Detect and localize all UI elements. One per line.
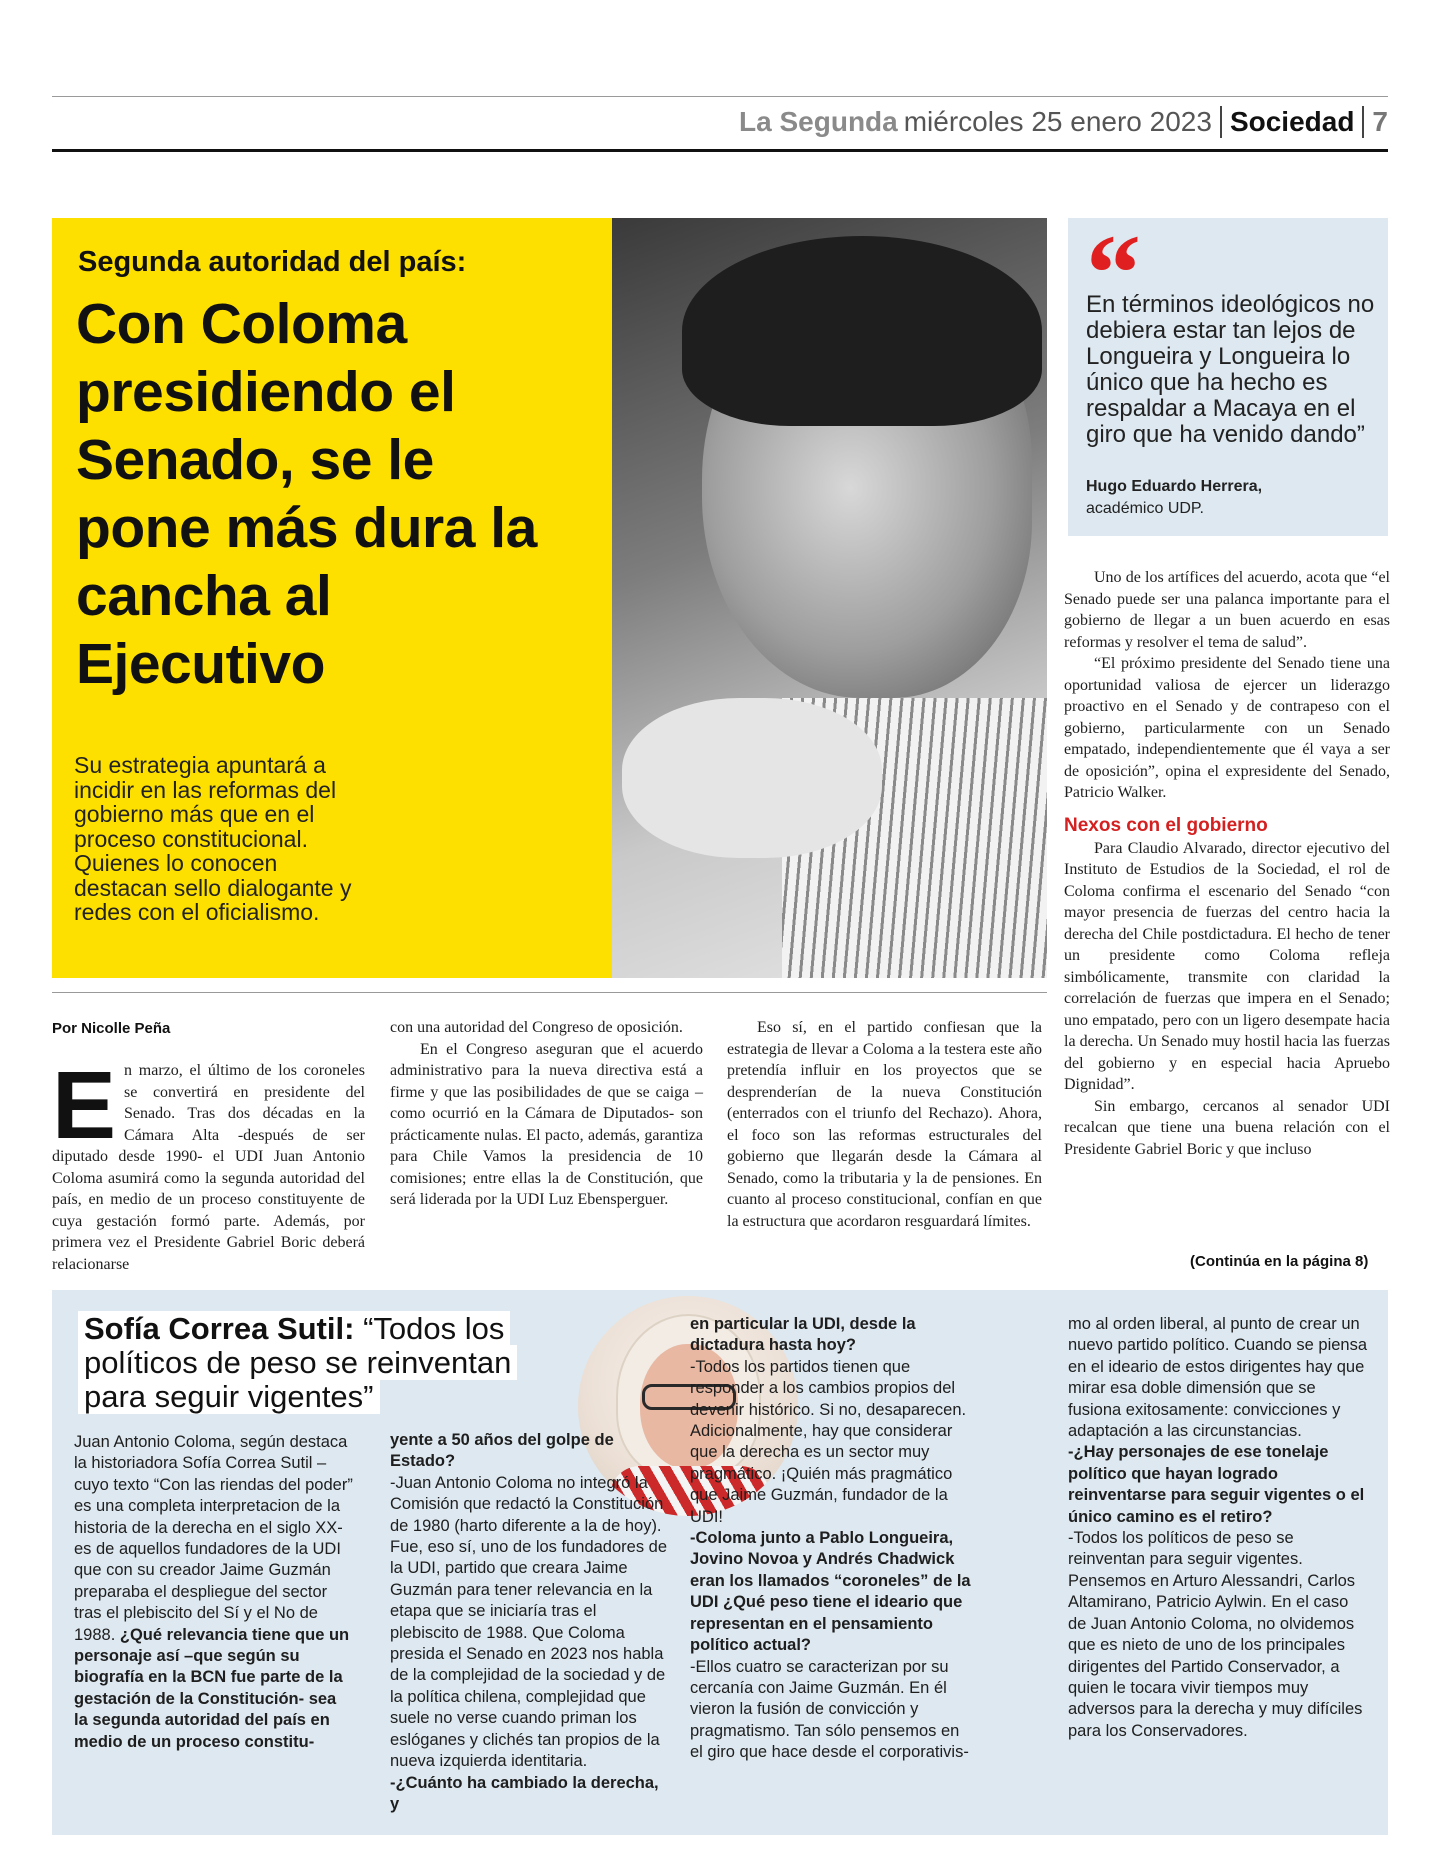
article-paragraph: Para Claudio Alvarado, director ejecutivo del Instituto de Estudios de la Sociedad, el rol de Coloma confirma el escenario del Senado “con mayor presencia de fuerzas del centro hacia la derecha del Chile postdictadura. El hecho de tener un presidente como Coloma refleja simbólicamente, transmite con claridad la correlación de fuerzas que impera en el Senado; uno empatado, pero con un ligero desempate hacia la derecha. Un Senado muy hostil hacia las fuerzas del gobierno y en especial hacia Apruebo Dignidad”. (1064, 839, 1390, 1093)
interview-answer: -Ellos cuatro se caracterizan por su cercanía con Jaime Guzmán. En él vieron la fusión de convicción y pragmatismo. Tan sólo pensemos en el giro que hace desde el corporativis- (690, 1657, 969, 1762)
drop-cap: E (52, 1052, 117, 1159)
interview-question: yente a 50 años del golpe de Estado? (390, 1431, 614, 1471)
quote-author-role: académico UDP. (1086, 500, 1204, 517)
page-number: 7 (1372, 106, 1388, 137)
interview-question: en particular la UDI, desde la dictadura hasta hoy? (690, 1315, 916, 1355)
continues-note: (Continúa en la página 8) (1190, 1253, 1369, 1270)
photo-hair (682, 236, 1042, 426)
interview-question: -¿Hay personajes de ese tonelaje político que hayan logrado reinventarse para seguir vigentes o el único camino es el retiro? (1068, 1443, 1365, 1526)
interview-name: Sofía Correa Sutil: (84, 1311, 355, 1346)
interview-title-quote: “Todos los políticos de peso se reinventan para seguir vigentes” (84, 1311, 512, 1414)
article-paragraph: n marzo, el último de los coroneles se convertirá en presidente del Senado. Tras dos décadas en la Cámara Alta -después de ser diputado desde 1990- el UDI Juan Antonio Coloma asumirá como la segunda autoridad del país, en medio de un proceso constituyente de cuya gestación formó parte. Además, por primera vez el Presidente Gabriel Boric deberá relacionarse (52, 1062, 365, 1273)
article-divider (52, 992, 1047, 993)
interview-question: -Coloma junto a Pablo Longueira, Jovino Novoa y Andrés Chadwick eran los llamados “coroneles” de la UDI ¿Qué peso tiene el ideario que representan en el pensamiento político actual? (690, 1529, 971, 1655)
quote-mark-icon: “ (1086, 212, 1141, 334)
article-paragraph: En el Congreso aseguran que el acuerdo administrativo para la nueva directiva está a firme y que las posibilidades de que se caiga –como ocurrió en la Cámara de Diputados- son prácticamente nulas. El pacto, además, garantiza para Chile Vamos la presidencia de 10 comisiones; entre ellas la de Constitución, que será liderada por la UDI Luz Ebensperguer. (390, 1040, 703, 1208)
byline: Por Nicolle Peña (52, 1020, 171, 1037)
interview-column-2 (390, 1430, 668, 1815)
interview-question: -¿Cuánto ha cambiado la derecha, y (390, 1773, 659, 1813)
header-top-rule (52, 96, 1388, 97)
interview-column-1 (74, 1432, 354, 1753)
hero-kicker: Segunda autoridad del país: (78, 246, 467, 278)
header-bottom-rule (52, 149, 1388, 152)
quote-text: En términos ideológicos no debiera estar tan lejos de Longueira y Longueira lo único que ha hecho es respaldar a Macaya en el giro que ha venido dando” (1086, 291, 1375, 448)
interview-column-3 (690, 1314, 972, 1764)
interview-column-4 (1068, 1314, 1368, 1742)
header-separator (1220, 106, 1222, 138)
interview-intro: Juan Antonio Coloma, según destaca la historiadora Sofía Correa Sutil –cuyo texto “Con las riendas del poder” es una completa interpretacion de la historia de la derecha en el siglo XX- es de aquellos fundadores de la UDI que con su creador Jaime Guzmán preparaba el despliegue del sector tras el plebiscito del Sí y el No de 1988. (74, 1433, 353, 1644)
hero-block (52, 218, 1047, 978)
senator-photo (612, 218, 1047, 978)
interview-answer: -Todos los partidos tienen que responder a los cambios propios del devenir histórico. Si no, desaparecen. Adicionalmente, hay que considerar que la derecha es un sector muy pragmático. ¡Quién más pragmático que Jaime Guzmán, fundador de la UDI! (690, 1357, 967, 1526)
header-separator (1362, 106, 1364, 138)
section-name: Sociedad (1229, 106, 1355, 137)
article-column-1 (52, 1052, 365, 1275)
article-subhead: Nexos con el gobierno (1064, 814, 1268, 836)
hero-headline: Con Coloma presidiendo el Senado, se le pone más dura la cancha al Ejecutivo (76, 292, 537, 696)
photo-hands (622, 698, 882, 858)
pull-quote (1068, 212, 1388, 536)
article-paragraph: “El próximo presidente del Senado tiene una oportunidad valiosa de ejercer un liderazgo proactivo en el Senado y de contrapeso con el gobierno, particularmente con un Senado empatado, independientemente que él vaya a ser de oposición”, opina el expresidente del Senado, Patricio Walker. (1064, 655, 1390, 801)
article-paragraph: Uno de los artífices del acuerdo, acota que “el Senado puede ser una palanca importante para el gobierno de llegar a un buen acuerdo en esas reformas y resolver el tema de salud”. (1064, 569, 1390, 651)
page-header (739, 102, 1388, 142)
interview-answer: -Juan Antonio Coloma no integró la Comisión que redactó la Constitución de 1980 (harto diferente a la de hoy). Fue, eso sí, uno de los fundadores de la UDI, partido que creara Jaime Guzmán para tener relevancia en la etapa que se iniciaría tras el plebiscito de 1988. Que Coloma presida el Senado en 2023 nos habla de la complejidad de la sociedad y de la política chilena, complejidad que suele no verse cuando priman los eslóganes y clichés tan propios de la nueva izquierda identitaria. (390, 1473, 668, 1771)
interview-answer: -Todos los políticos de peso se reinventan para seguir vigentes. Pensemos en Arturo Alessandri, Carlos Altamirano, Patricio Aylwin. En el caso de Juan Antonio Coloma, no olvidemos que es nieto de uno de los principales dirigentes del Partido Conservador, a quien le tocara vivir tiempos muy adversos para la derecha y muy difíciles para los Conservadores. (1068, 1529, 1363, 1740)
interview-answer: mo al orden liberal, al punto de crear un nuevo partido político. Cuando se piensa en el ideario de estos dirigentes hay que mirar esa doble dimensión que se fusiona exitosamente: convicciones y adaptación a las circunstancias. (1068, 1315, 1368, 1441)
quote-author: Hugo Eduardo Herrera, (1086, 478, 1263, 495)
newspaper-brand: La Segunda (739, 106, 898, 137)
article-paragraph: Sin embargo, cercanos al senador UDI recalcan que tiene una buena relación con el Presidente Gabriel Boric y que incluso (1064, 1097, 1390, 1158)
article-column-2 (390, 1017, 703, 1211)
issue-date: miércoles 25 enero 2023 (903, 106, 1212, 137)
article-paragraph: Eso sí, en el partido confiesan que la estrategia de llevar a Coloma a la testera este año pretendía influir en los proyectos que se desprenderían de la nueva Constitución (enterrados con el triunfo del Rechazo). Ahora, el foco son las reformas estructurales del gobierno que llegarán desde la Cámara al Senado, como la tributaria y la de pensiones. En cuanto al proceso constitucional, confían en que la estructura que acordaron resguardará límites. (727, 1019, 1042, 1230)
interview-box (52, 1290, 1388, 1835)
interview-question: ¿Qué relevancia tiene que un personaje así –que según su biografía en la BCN fue parte de la gestación de la Constitución- sea la segunda autoridad del país en medio de un proceso constitu- (74, 1625, 350, 1751)
article-paragraph: con una autoridad del Congreso de oposición. (390, 1019, 683, 1036)
hero-deck: Su estrategia apuntará a incidir en las reformas del gobierno más que en el proceso constitucional. Quienes lo conocen destacan sello dialogante y redes con el oficialismo. (74, 752, 352, 925)
interview-title (78, 1312, 568, 1414)
article-column-3 (727, 1017, 1042, 1232)
article-column-right (1064, 567, 1390, 1160)
